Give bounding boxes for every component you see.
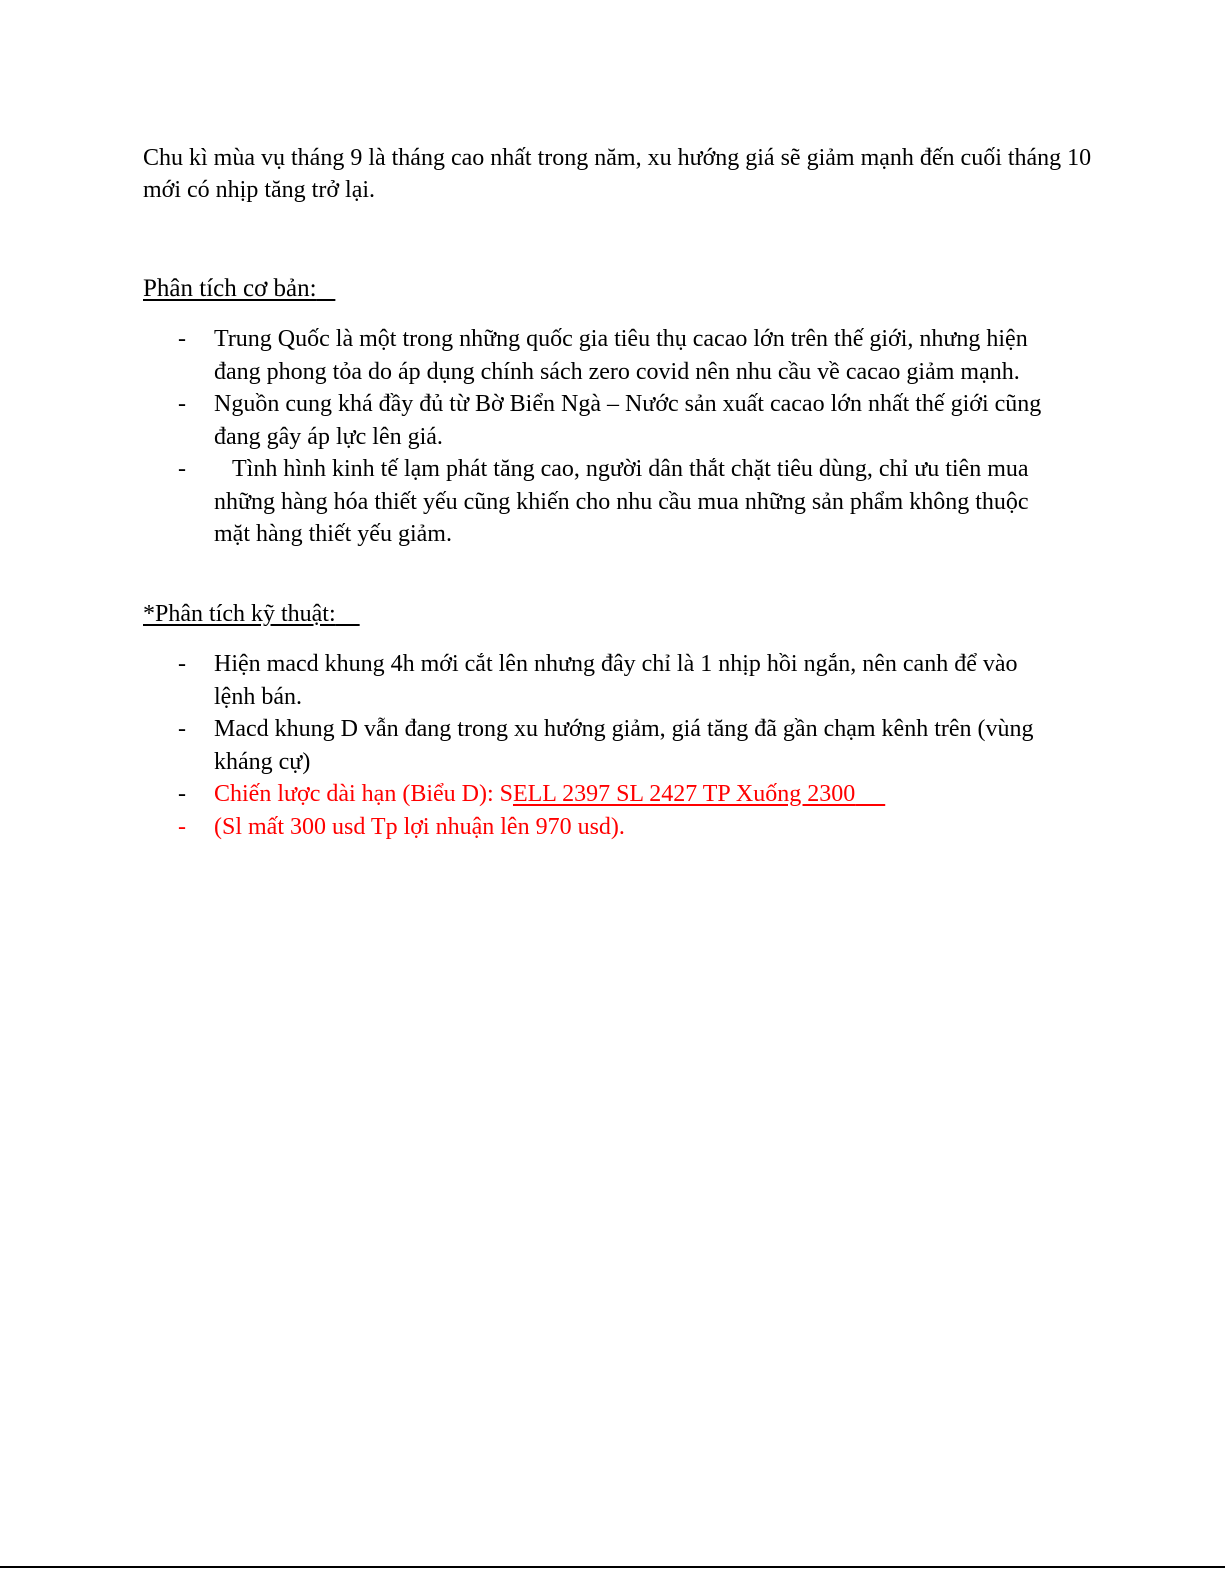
list-item-text: Macd khung D vẫn đang trong xu hướng giảm, giá tăng đã gần chạm kênh trên (vùng kháng cự)	[214, 716, 1034, 775]
list-item-text: Tình hình kinh tế lạm phát tăng cao, người dân thắt chặt tiêu dùng, chỉ ưu tiên mua những hàng hóa thiết yếu cũng khiến cho nhu cầu mua những sản phẩm không thuộc mặt hàng thiết yếu giảm.	[214, 456, 1029, 547]
list-item-text: Hiện macd khung 4h mới cắt lên nhưng đây chỉ là 1 nhịp hồi ngắn, nên canh để vào lệnh bán.	[214, 651, 1018, 710]
basic-analysis-heading: Phân tích cơ bản:	[143, 275, 317, 302]
strategy-underlined-text: ELL 2397 SL 2427 TP Xuống 2300	[512, 781, 856, 807]
technical-analysis-heading: *Phân tích kỹ thuật:	[143, 601, 336, 627]
bullet-dash: -	[178, 781, 186, 807]
bullet-dash: -	[178, 456, 186, 482]
list-item	[143, 388, 1063, 453]
bullet-dash: -	[178, 716, 186, 742]
risk-note-text: (Sl mất 300 usd Tp lợi nhuận lên 970 usd).	[214, 813, 625, 840]
bullet-dash: -	[178, 651, 186, 677]
bullet-dash: -	[178, 813, 186, 840]
list-item	[143, 713, 1063, 778]
basic-analysis-list	[143, 323, 1063, 551]
bullet-dash: -	[178, 326, 186, 352]
strategy-item	[143, 778, 1063, 811]
intro-paragraph: Chu kì mùa vụ tháng 9 là tháng cao nhất trong năm, xu hướng giá sẽ giảm mạnh đến cuối tháng 10 mới có nhịp tăng trở lại.	[143, 145, 1092, 203]
technical-analysis-list	[143, 648, 1063, 843]
list-item	[143, 323, 1063, 388]
list-item-text: Nguồn cung khá đầy đủ từ Bờ Biển Ngà – Nước sản xuất cacao lớn nhất thế giới cũng đang gây áp lực lên giá.	[214, 391, 1042, 450]
list-item-text: Trung Quốc là một trong những quốc gia tiêu thụ cacao lớn trên thế giới, nhưng hiện đang phong tỏa do áp dụng chính sách zero covid nên nhu cầu về cacao giảm mạnh.	[214, 326, 1028, 385]
risk-note-item	[143, 811, 1063, 844]
strategy-text: Chiến lược dài hạn (Biểu D): SELL 2397 SL 2427 TP Xuống 2300	[214, 781, 885, 807]
list-item	[143, 453, 1063, 551]
bullet-dash: -	[178, 391, 186, 417]
list-item	[143, 648, 1063, 713]
page-bottom-divider	[0, 1566, 1225, 1568]
